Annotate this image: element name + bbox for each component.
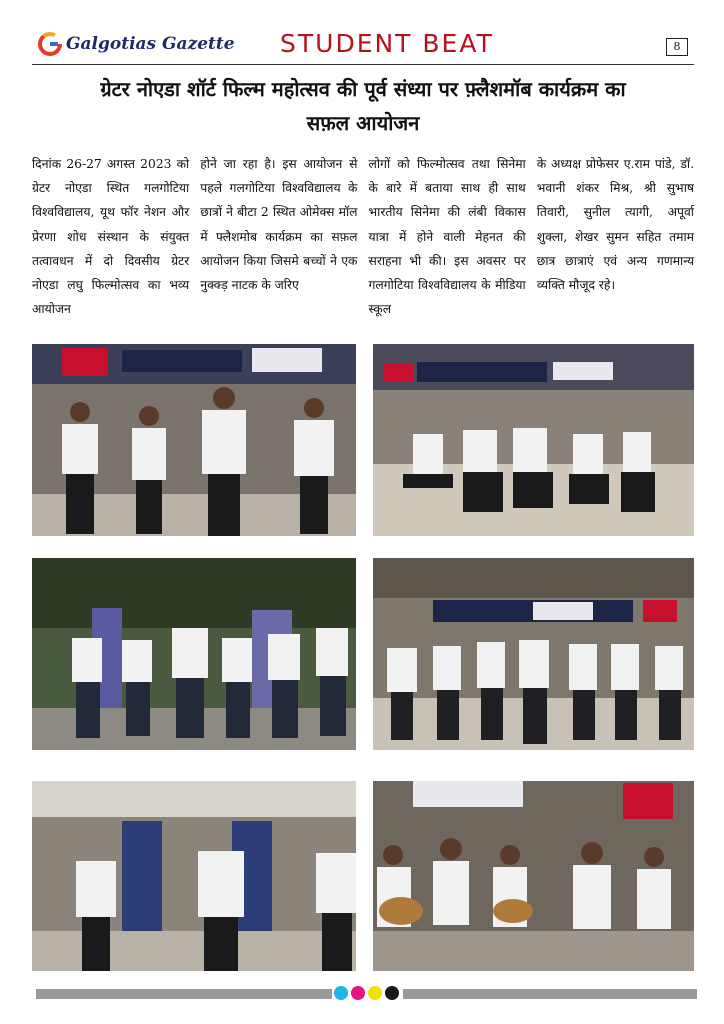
logo-g-icon: [38, 32, 62, 56]
page-number: 8: [666, 38, 688, 56]
headline-line-1: ग्रेटर नोएडा शॉर्ट फिल्म महोत्सव की पूर्व संध्या पर फ़्लैशमॉब कार्यक्रम का: [100, 77, 626, 101]
logo: [38, 32, 235, 56]
footer-dot-yellow: [368, 986, 382, 1000]
footer-dot-black: [385, 986, 399, 1000]
article-column-3: लोगों को फिल्मोत्सव तथा सिनेमा के बारे में बताया साथ ही साथ भारतीय सिनेमा की लंबी विकास यात्रा में होने वाली मेहनत की सराहना भी की। इस अवसर पर गलगोटिया विश्वविद्यालय के मीडिया स्कूल: [368, 157, 526, 317]
section-title: STUDENT BEAT: [280, 29, 494, 58]
article-headline: [32, 72, 694, 140]
photo-flashmob-5: [32, 781, 356, 971]
headline-line-2: सफ़ल आयोजन: [306, 111, 420, 135]
footer-dot-cyan: [334, 986, 348, 1000]
photo-flashmob-2: [373, 344, 694, 536]
page-header: [32, 30, 694, 62]
article-column-1: दिनांक 26-27 अगस्त 2023 को ग्रेटर नोएडा स्थित गलगोटिया विश्वविद्यालय, यूथ फॉर नेशन और प्रेरणा शोध संस्थान के संयुक्त तत्वावधन में दो दिवसीय ग्रेटर नोएडा लघु फिल्मोत्सव का भव्य आयोजन: [32, 157, 190, 317]
article-body: [32, 152, 694, 322]
footer-bar-right: [403, 989, 697, 999]
article-column-4: के अध्यक्ष प्रोफेसर ए.राम पांडे, डॉ. भवानी शंकर मिश्र, श्री सुभाष तिवारी, सुनील त्यागी, अपूर्वा शुक्ला, शेखर सुमन सहित तमाम छात्र छात्राएं एवं अन्य गणमान्य व्यक्ति मौजूद रहे।: [536, 157, 694, 293]
photo-flashmob-6: [373, 781, 694, 971]
photo-flashmob-1: [32, 344, 356, 536]
footer-bar-left: [36, 989, 332, 999]
header-divider: [32, 64, 694, 65]
photo-flashmob-3: [32, 558, 356, 750]
article-column-2: होने जा रहा है। इस आयोजन से पहले गलगोटिया विश्वविद्यालय के छात्रों ने बीटा 2 स्थित ओमेक्स मॉल में फ्लैशमोब कार्यक्रम का सफ़ल आयोजन किया जिसमे बच्चों ने एक नुक्क्ड़ नाटक के जरिए: [200, 157, 358, 293]
footer-dot-magenta: [351, 986, 365, 1000]
logo-text: Galgotias Gazette: [66, 34, 235, 54]
photo-flashmob-4: [373, 558, 694, 750]
